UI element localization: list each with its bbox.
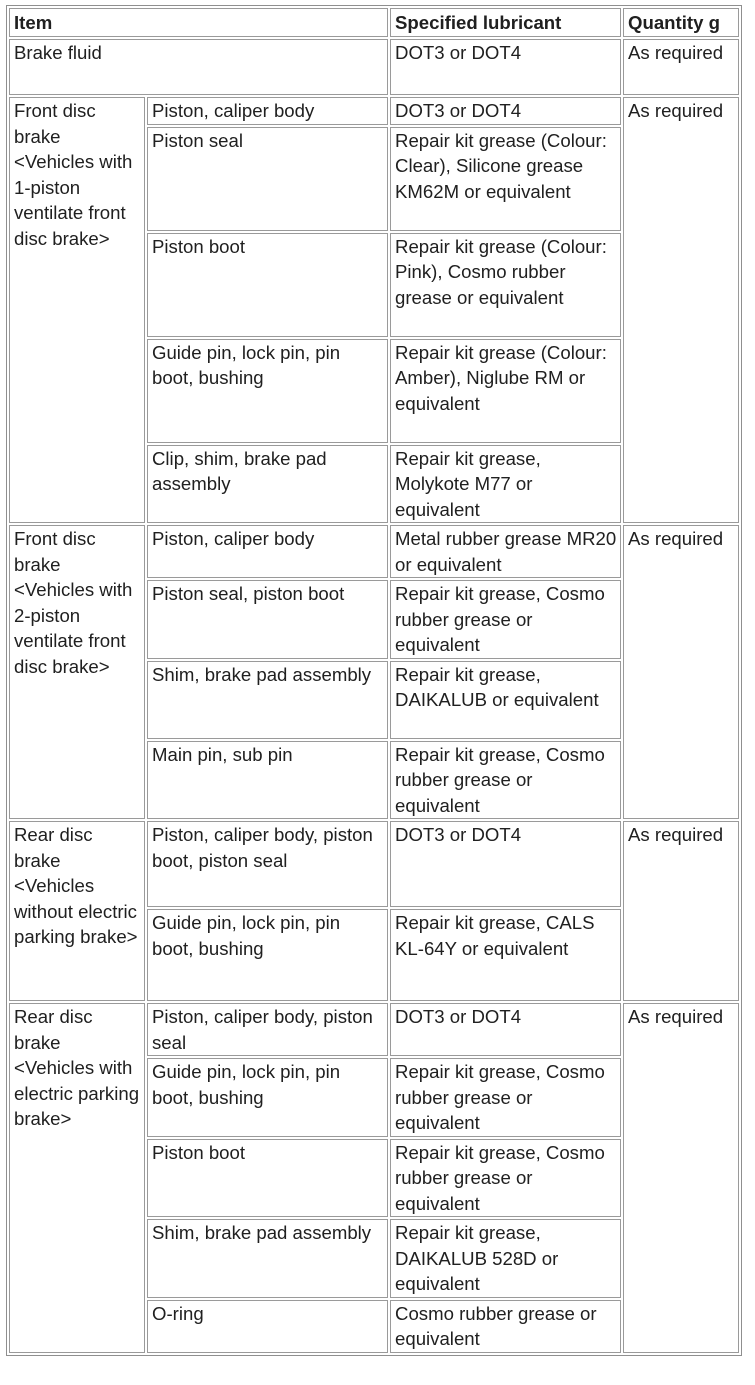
lubricant-cell: Repair kit grease, Cosmo rubber grease or equivalent	[390, 1058, 621, 1137]
part-cell: Shim, brake pad assembly	[147, 1219, 388, 1298]
table-row	[9, 97, 739, 125]
header-row	[9, 8, 739, 37]
group-item-cell: Rear disc brake <Vehicles with electric parking brake>	[9, 1003, 145, 1353]
part-cell: Piston, caliper body, piston seal	[147, 1003, 388, 1056]
group-item-cell: Rear disc brake <Vehicles without electric parking brake>	[9, 821, 145, 1001]
table-row	[9, 525, 739, 578]
lubricant-cell: Repair kit grease, DAIKALUB or equivalent	[390, 661, 621, 739]
lubricant-cell: Cosmo rubber grease or equivalent	[390, 1300, 621, 1353]
header-quantity: Quantity g	[623, 8, 739, 37]
part-cell: Guide pin, lock pin, pin boot, bushing	[147, 909, 388, 1001]
lubricant-cell: Repair kit grease (Colour: Amber), Niglube RM or equivalent	[390, 339, 621, 443]
table-row	[9, 39, 739, 95]
table-row	[9, 1003, 739, 1056]
group-item-cell: Front disc brake <Vehicles with 1-piston ventilate front disc brake>	[9, 97, 145, 523]
part-cell: Piston seal	[147, 127, 388, 231]
lubricant-cell: Repair kit grease, Molykote M77 or equivalent	[390, 445, 621, 524]
lubricant-cell: DOT3 or DOT4	[390, 39, 621, 95]
part-cell: O-ring	[147, 1300, 388, 1353]
lubricant-cell: DOT3 or DOT4	[390, 821, 621, 907]
header-lubricant: Specified lubricant	[390, 8, 621, 37]
part-cell: Main pin, sub pin	[147, 741, 388, 820]
part-cell: Piston, caliper body	[147, 97, 388, 125]
quantity-cell: As required	[623, 525, 739, 819]
lubricant-cell: Repair kit grease, Cosmo rubber grease or equivalent	[390, 1139, 621, 1218]
part-cell: Piston, caliper body, piston boot, piston seal	[147, 821, 388, 907]
lubricant-cell: Repair kit grease, Cosmo rubber grease or equivalent	[390, 580, 621, 659]
part-cell: Piston, caliper body	[147, 525, 388, 578]
lubricant-cell: Repair kit grease, DAIKALUB 528D or equivalent	[390, 1219, 621, 1298]
table-row	[9, 821, 739, 907]
part-cell: Guide pin, lock pin, pin boot, bushing	[147, 339, 388, 443]
part-cell: Clip, shim, brake pad assembly	[147, 445, 388, 524]
lubricant-cell: Repair kit grease, Cosmo rubber grease or equivalent	[390, 741, 621, 820]
lubricant-cell: Repair kit grease (Colour: Pink), Cosmo rubber grease or equivalent	[390, 233, 621, 337]
header-item: Item	[9, 8, 388, 37]
lubricant-cell: DOT3 or DOT4	[390, 1003, 621, 1056]
part-cell: Guide pin, lock pin, pin boot, bushing	[147, 1058, 388, 1137]
quantity-cell: As required	[623, 1003, 739, 1353]
quantity-cell: As required	[623, 821, 739, 1001]
group-item-cell: Front disc brake <Vehicles with 2-piston ventilate front disc brake>	[9, 525, 145, 819]
lubricant-cell: DOT3 or DOT4	[390, 97, 621, 125]
part-cell: Piston boot	[147, 233, 388, 337]
lubricant-cell: Metal rubber grease MR20 or equivalent	[390, 525, 621, 578]
part-cell: Piston seal, piston boot	[147, 580, 388, 659]
part-cell: Piston boot	[147, 1139, 388, 1218]
quantity-cell: As required	[623, 39, 739, 95]
part-cell: Shim, brake pad assembly	[147, 661, 388, 739]
lubricant-table	[6, 5, 742, 1356]
lubricant-table-container	[6, 5, 742, 1356]
quantity-cell: As required	[623, 97, 739, 523]
lubricant-cell: Repair kit grease (Colour: Clear), Silicone grease KM62M or equivalent	[390, 127, 621, 231]
lubricant-cell: Repair kit grease, CALS KL-64Y or equivalent	[390, 909, 621, 1001]
item-cell: Brake fluid	[9, 39, 388, 95]
